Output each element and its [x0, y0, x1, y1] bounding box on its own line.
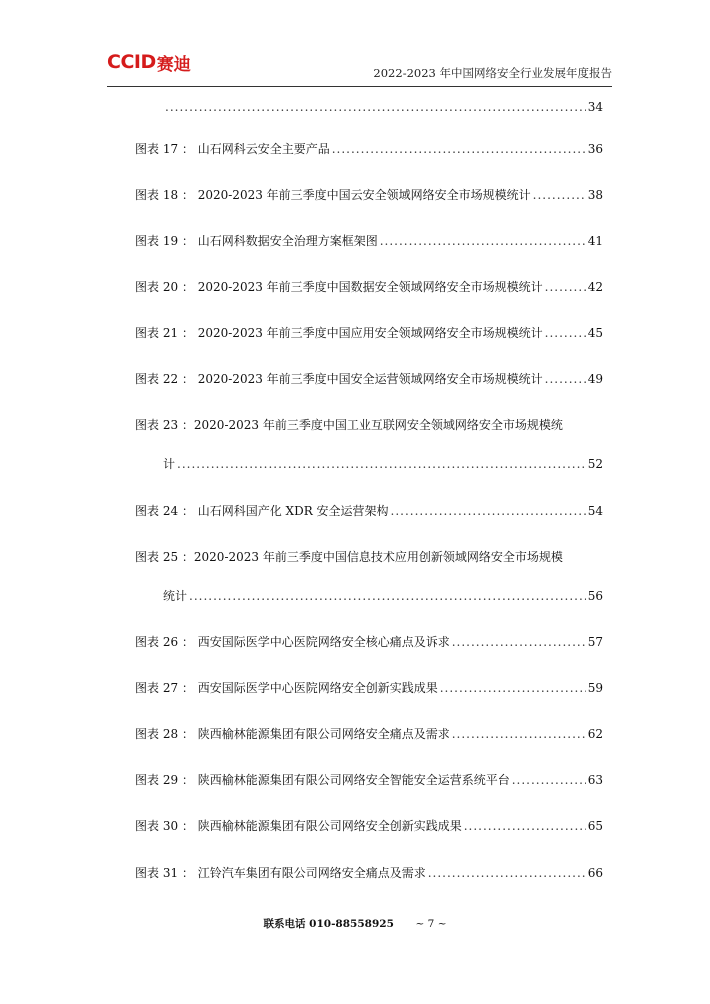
toc-entry-27[interactable]	[135, 678, 603, 698]
toc-label: 图表 30 ： 陕西榆林能源集团有限公司网络安全创新实践成果	[135, 819, 462, 833]
toc-page-number: 59	[587, 681, 603, 695]
toc-page-number: 63	[587, 773, 603, 787]
report-title: 2022-2023 年中国网络安全行业发展年度报告	[373, 66, 612, 80]
leader-dots	[452, 724, 586, 744]
toc-page-number: 49	[587, 372, 603, 386]
logo-chinese: 赛迪	[156, 54, 191, 75]
toc-entry-28[interactable]	[135, 724, 603, 744]
leader-dots	[428, 863, 586, 883]
leader-dots	[512, 770, 586, 790]
toc-entry-26[interactable]	[135, 632, 603, 652]
logo-latin: CCID	[107, 51, 156, 73]
toc-page-number: 42	[587, 280, 603, 294]
leader-dots	[545, 369, 586, 389]
toc-entry-25-cont[interactable]	[163, 586, 603, 606]
toc-label-continued: 计	[163, 457, 176, 471]
leader-dots	[452, 632, 586, 652]
toc-entry-18[interactable]	[135, 185, 603, 205]
toc-label-continued: 统计	[163, 589, 188, 603]
toc-page-number: 52	[587, 457, 603, 471]
leader-dots	[165, 97, 586, 117]
contact-phone: 联系电话 010-88558925	[263, 918, 394, 930]
toc-page-number: 38	[587, 188, 603, 202]
toc-entry-21[interactable]	[135, 323, 603, 343]
toc-page-number: 54	[587, 504, 603, 518]
toc-page-number: 66	[587, 866, 603, 880]
page-number: ~ 7 ~	[415, 918, 447, 930]
toc-label: 图表 27 ： 西安国际医学中心医院网络安全创新实践成果	[135, 681, 438, 695]
page-footer	[0, 916, 710, 931]
toc-label: 图表 25 ：2020-2023 年前三季度中国信息技术应用创新领域网络安全市场规模	[135, 550, 563, 564]
toc-label: 图表 26 ： 西安国际医学中心医院网络安全核心痛点及诉求	[135, 635, 450, 649]
toc-entry-19[interactable]	[135, 231, 603, 251]
leader-dots	[545, 277, 586, 297]
toc-page-number: 56	[587, 589, 603, 603]
toc-entry-17[interactable]	[135, 139, 603, 159]
toc-label: 图表 31 ： 江铃汽车集团有限公司网络安全痛点及需求	[135, 866, 426, 880]
leader-dots	[177, 454, 586, 474]
leader-dots	[380, 231, 586, 251]
leader-dots	[533, 185, 586, 205]
toc-entry-24[interactable]	[135, 501, 603, 521]
toc-page-number: 65	[587, 819, 603, 833]
toc-page-number: 62	[587, 727, 603, 741]
toc-continued-row[interactable]	[163, 97, 603, 117]
toc-label: 图表 17 ： 山石网科云安全主要产品	[135, 142, 330, 156]
toc-page-number: 57	[587, 635, 603, 649]
toc-label: 图表 18 ： 2020-2023 年前三季度中国云安全领域网络安全市场规模统计	[135, 188, 531, 202]
toc-entry-23[interactable]	[135, 415, 603, 435]
leader-dots	[464, 816, 586, 836]
toc-label: 图表 19 ： 山石网科数据安全治理方案框架图	[135, 234, 378, 248]
toc-entry-30[interactable]	[135, 816, 603, 836]
toc-page-number: 41	[587, 234, 603, 248]
toc-page-number: 45	[587, 326, 603, 340]
toc-label: 图表 22 ： 2020-2023 年前三季度中国安全运营领域网络安全市场规模统计	[135, 372, 543, 386]
leader-dots	[440, 678, 586, 698]
toc-label: 图表 24 ： 山石网科国产化 XDR 安全运营架构	[135, 504, 389, 518]
toc-entry-31[interactable]	[135, 863, 603, 883]
toc-label: 图表 29 ： 陕西榆林能源集团有限公司网络安全智能安全运营系统平台	[135, 773, 510, 787]
toc-entry-22[interactable]	[135, 369, 603, 389]
toc-label: 图表 23 ：2020-2023 年前三季度中国工业互联网安全领域网络安全市场规模统	[135, 418, 563, 432]
toc-entry-25[interactable]	[135, 547, 603, 567]
toc-label: 图表 20 ： 2020-2023 年前三季度中国数据安全领域网络安全市场规模统计	[135, 280, 543, 294]
toc-page-number: 34	[587, 100, 603, 114]
leader-dots	[189, 586, 586, 606]
toc-label: 图表 28 ： 陕西榆林能源集团有限公司网络安全痛点及需求	[135, 727, 450, 741]
toc-page-number: 36	[587, 142, 603, 156]
toc-entry-29[interactable]	[135, 770, 603, 790]
leader-dots	[545, 323, 586, 343]
leader-dots	[391, 501, 586, 521]
toc-label: 图表 21 ： 2020-2023 年前三季度中国应用安全领域网络安全市场规模统计	[135, 326, 543, 340]
toc-entry-20[interactable]	[135, 277, 603, 297]
leader-dots	[332, 139, 586, 159]
toc-entry-23-cont[interactable]	[163, 454, 603, 474]
